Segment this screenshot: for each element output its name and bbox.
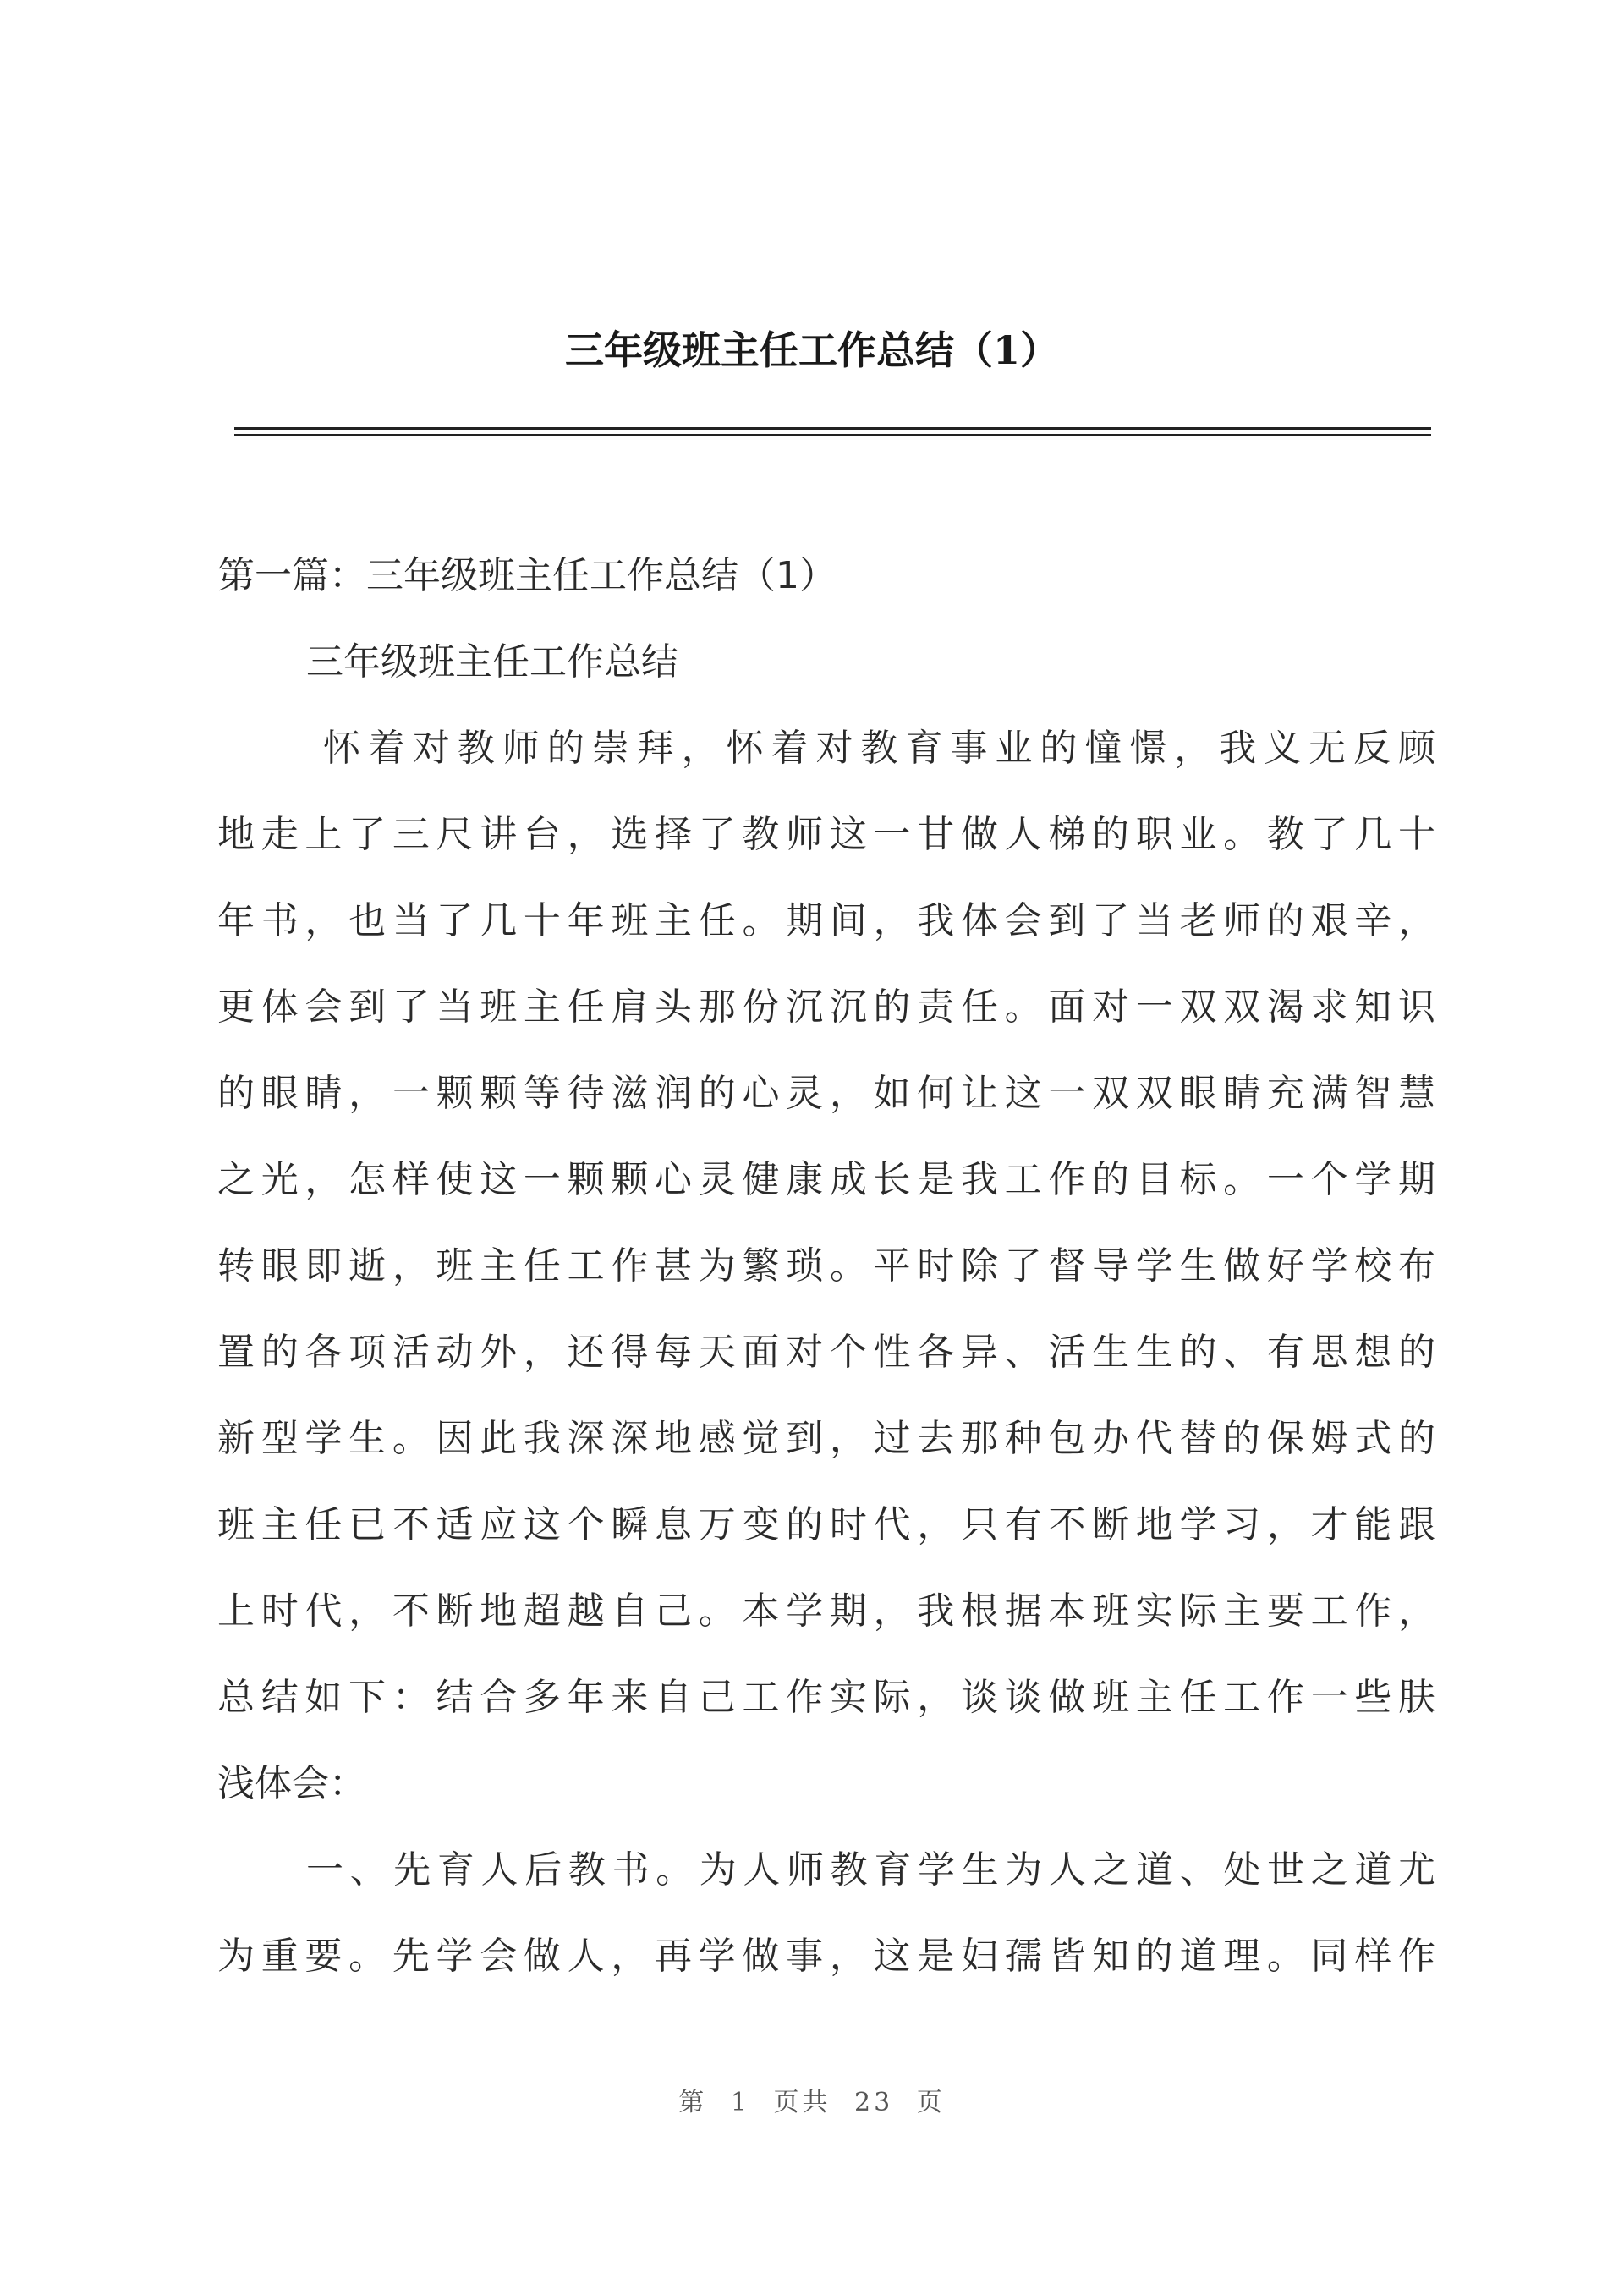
section-paragraph-line: 为重要。先学会做人，再学做事，这是妇孺皆知的道理。同样作 bbox=[217, 1935, 1435, 1978]
paragraph-line: 浅体会： bbox=[217, 1762, 366, 1805]
chapter-heading: 第一篇：三年级班主任工作总结（1） bbox=[217, 554, 837, 597]
paragraph-line: 怀着对教师的崇拜，怀着对教育事业的憧憬，我义无反顾 bbox=[323, 727, 1435, 770]
section-paragraph-line: 一、先育人后教书。为人师教育学生为人之道、处世之道尤 bbox=[306, 1848, 1435, 1891]
paragraph-line: 之光，怎样使这一颗颗心灵健康成长是我工作的目标。一个学期 bbox=[217, 1158, 1435, 1201]
paragraph-line: 年书，也当了几十年班主任。期间，我体会到了当老师的艰辛， bbox=[217, 899, 1435, 942]
title-rule-secondary bbox=[234, 434, 1431, 436]
paragraph-line: 新型学生。因此我深深地感觉到，过去那种包办代替的保姆式的 bbox=[217, 1417, 1435, 1460]
paragraph-line: 上时代，不断地超越自己。本学期，我根据本班实际主要工作， bbox=[217, 1589, 1435, 1633]
paragraph-line: 置的各项活动外，还得每天面对个性各异、活生生的、有思想的 bbox=[217, 1331, 1435, 1374]
paragraph-line: 班主任已不适应这个瞬息万变的时代，只有不断地学习，才能跟 bbox=[217, 1503, 1435, 1546]
paragraph-line: 总结如下：结合多年来自己工作实际，谈谈做班主任工作一些肤 bbox=[217, 1676, 1435, 1719]
paragraph-line: 地走上了三尺讲台，选择了教师这一甘做人梯的职业。教了几十 bbox=[217, 813, 1435, 856]
page-footer: 第 1 页共 23 页 bbox=[678, 2088, 946, 2117]
paragraph-line: 转眼即逝，班主任工作甚为繁琐。平时除了督导学生做好学校布 bbox=[217, 1244, 1435, 1288]
sub-heading: 三年级班主任工作总结 bbox=[306, 640, 678, 684]
document-title: 三年级班主任工作总结（1） bbox=[564, 327, 1059, 373]
paragraph-line: 的眼睛，一颗颗等待滋润的心灵，如何让这一双双眼睛充满智慧 bbox=[217, 1072, 1435, 1115]
paragraph-line: 更体会到了当班主任肩头那份沉沉的责任。面对一双双渴求知识 bbox=[217, 986, 1435, 1029]
document-body bbox=[217, 533, 1435, 2000]
title-rule bbox=[234, 427, 1431, 430]
